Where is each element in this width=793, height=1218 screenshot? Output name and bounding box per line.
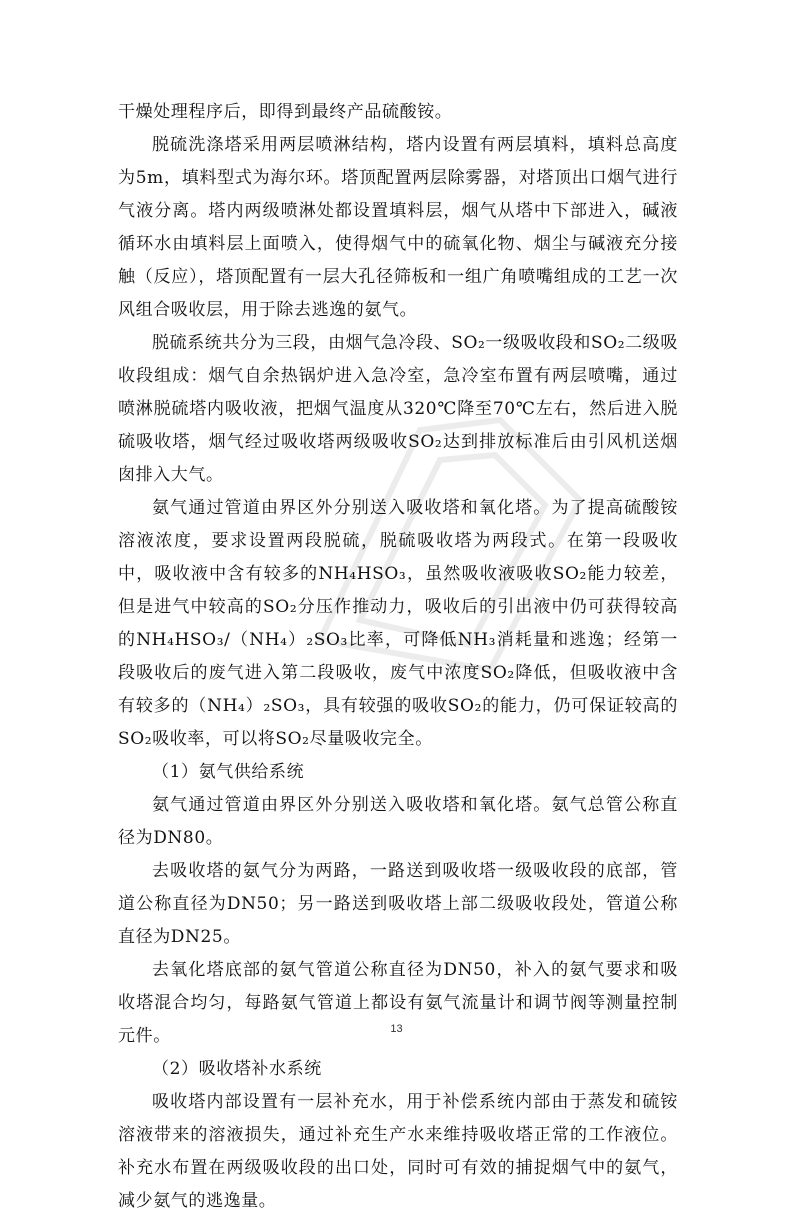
paragraph: 去吸收塔的氨气分为两路，一路送到吸收塔一级吸收段的底部，管道公称直径为DN50；另一路送到吸收塔上部二级吸收段处，管道公称直径为DN25。: [118, 861, 678, 947]
paragraph: 氨气通过管道由界区外分别送入吸收塔和氧化塔。氨气总管公称直径为DN80。: [118, 795, 678, 848]
paragraph: 吸收塔内部设置有一层补充水，用于补偿系统内部由于蒸发和硫铵溶液带来的溶液损失，通过补充生产水来维持吸收塔正常的工作液位。补充水布置在两级吸收段的出口处，同时可有效的捕捉烟气中的氨气，减少氨气的逃逸量。: [118, 1092, 678, 1211]
section-heading: （1）氨气供给系统: [152, 762, 305, 782]
paragraph: 脱硫系统共分为三段，由烟气急冷段、SO₂一级吸收段和SO₂二级吸收段组成：烟气自余热锅炉进入急冷室，急冷室布置有两层喷嘴，通过喷淋脱硫塔内吸收液，把烟气温度从320℃降至70℃左右，然后进入脱硫吸收塔，烟气经过吸收塔两级吸收SO₂达到排放标准后由引风机送烟囱排入大气。: [118, 333, 678, 485]
paragraph: 干燥处理程序后，即得到最终产品硫酸铵。: [118, 102, 453, 122]
page-number: 13: [390, 1023, 403, 1035]
paragraph: 脱硫洗涤塔采用两层喷淋结构，塔内设置有两层填料，填料总高度为5m，填料型式为海尔环。塔顶配置两层除雾器，对塔顶出口烟气进行气液分离。塔内两级喷淋处都设置填料层，烟气从塔中下部进入，碱液循环水由填料层上面喷入，使得烟气中的硫氧化物、烟尘与碱液充分接触（反应），塔顶配置有一层大孔径筛板和一组广角喷嘴组成的工艺一次风组合吸收层，用于除去逃逸的氨气。: [118, 135, 678, 320]
paragraph: 去氧化塔底部的氨气管道公称直径为DN50，补入的氨气要求和吸收塔混合均匀，每路氨气管道上都设有氨气流量计和调节阀等测量控制元件。: [118, 960, 678, 1046]
body-text: [118, 96, 678, 1218]
section-heading: （2）吸收塔补水系统: [152, 1059, 322, 1079]
paragraph: 氨气通过管道由界区外分别送入吸收塔和氧化塔。为了提高硫酸铵溶液浓度，要求设置两段脱硫，脱硫吸收塔为两段式。在第一段吸收中，吸收液中含有较多的NH₄HSO₃，虽然吸收液吸收SO₂能力较差，但是进气中较高的SO₂分压作推动力，吸收后的引出液中仍可获得较高的NH₄HSO₃/（NH₄）₂SO₃比率，可降低NH₃消耗量和逃逸；经第一段吸收后的废气进入第二段吸收，废气中浓度SO₂降低，但吸收液中含有较多的（NH₄）₂SO₃，具有较强的吸收SO₂的能力，仍可保证较高的SO₂吸收率，可以将SO₂尽量吸收完全。: [118, 498, 678, 749]
